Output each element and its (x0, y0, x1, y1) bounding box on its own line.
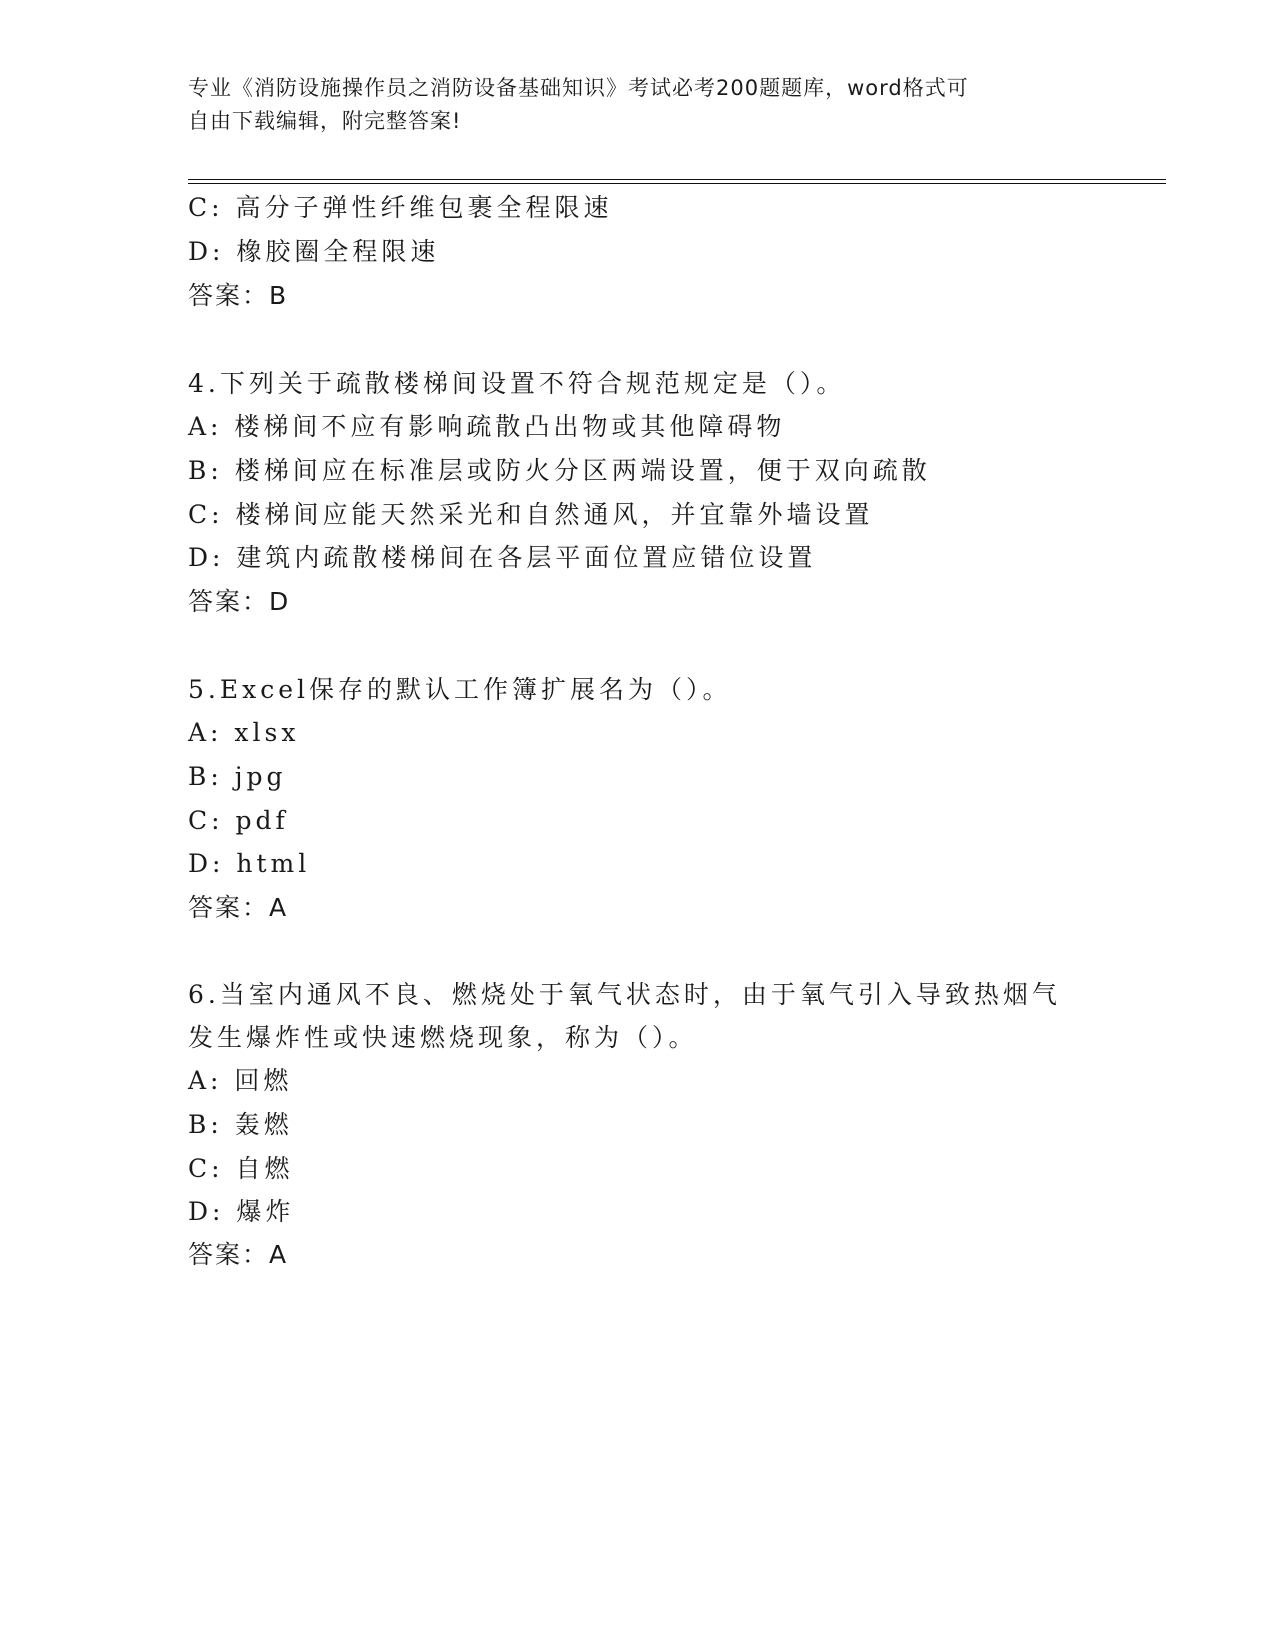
q4-stem: 4.下列关于疏散楼梯间设置不符合规范规定是（）。 (188, 369, 846, 398)
q6-stem-line-1: 6.当室内通风不良、燃烧处于氧气状态时，由于氧气引入导致热烟气 (188, 980, 1061, 1009)
q5-option-a: A: xlsx (188, 718, 300, 747)
q5-stem: 5.Excel保存的默认工作簿扩展名为（）。 (188, 675, 732, 704)
document-header (188, 72, 1088, 138)
q5-answer: 答案：A (188, 893, 289, 922)
q4-answer: 答案：D (188, 587, 291, 616)
q6-option-c: C: 自燃 (188, 1154, 294, 1183)
q6-option-d: D: 爆炸 (188, 1197, 295, 1226)
q4-option-b: B: 楼梯间应在标准层或防火分区两端设置，便于双向疏散 (188, 456, 931, 485)
q4-option-c: C: 楼梯间应能天然采光和自然通风，并宜靠外墙设置 (188, 500, 874, 529)
header-line-1: 专业《消防设施操作员之消防设备基础知识》考试必考200题题库，word格式可 (188, 76, 969, 100)
header-line-2: 自由下载编辑，附完整答案! (188, 109, 462, 133)
q3-answer: 答案：B (188, 281, 289, 310)
q6-answer: 答案：A (188, 1240, 289, 1269)
q5-option-b: B: jpg (188, 762, 287, 791)
q3-option-d: D: 橡胶圈全程限速 (188, 237, 440, 266)
q4-option-d: D: 建筑内疏散楼梯间在各层平面位置应错位设置 (188, 543, 817, 572)
q5-option-c: C: pdf (188, 806, 289, 835)
q6-stem-line-2: 发生爆炸性或快速燃烧现象，称为（）。 (188, 1023, 698, 1052)
q5-option-d: D: html (188, 849, 311, 878)
q6-option-a: A: 回燃 (188, 1066, 293, 1095)
q6-option-b: B: 轰燃 (188, 1110, 293, 1139)
header-rule-bottom (188, 183, 1166, 184)
q4-option-a: A: 楼梯间不应有影响疏散凸出物或其他障碍物 (188, 412, 786, 441)
q3-option-c: C: 高分子弹性纤维包裹全程限速 (188, 193, 613, 222)
header-rule-top (188, 179, 1166, 180)
